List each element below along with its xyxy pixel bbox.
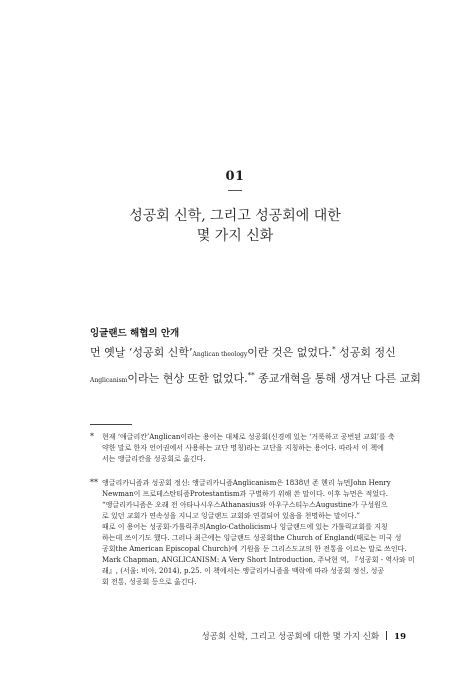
page-number: 19 (394, 632, 406, 642)
footnote-marker-1: * (90, 432, 94, 441)
footnote-2-line: 공회the American Episcopal Church)에 기원을 둔 그리스도교의 한 전통을 이르는 말로 쓰인다. (102, 545, 407, 553)
body-text: 종교개혁을 통해 생겨난 다른 교회 (254, 372, 421, 385)
body-line-1 (90, 344, 396, 360)
footnote-2-line: “앵글리카니즘은 오래 전 아타나시우스Athanasius와 아우구스티누스Augustine가 구성원으 (102, 501, 388, 509)
section-heading: 잉글랜드 해협의 안개 (90, 328, 180, 339)
footnote-2-line: 회 전통, 성공회 등으로 옮긴다. (102, 578, 197, 586)
chapter-title-line-1: 성공회 신학, 그리고 성공회에 대한 (129, 208, 341, 224)
body-text: 먼 옛날 ‘성공회 신학’ (90, 346, 193, 359)
footnote-2-line: Newman이 프로테스탄티즘Protestantism과 구별하기 위해 쓴 말이다. 이후 뉴먼은 적었다. (102, 490, 388, 498)
footnote-2-line: 앵글리카니즘과 성공회 정신: 앵글리카니즘Anglicanism은 1838년 존 헨리 뉴먼John Henry (102, 479, 391, 487)
footnote-2-line: 래』, (서울: 비아, 2014), p.25. 이 책에서는 앵글리카니즘을 맥락에 따라 성공회 정신, 성공 (102, 567, 385, 575)
footnote-ref-1[interactable]: * (332, 345, 336, 354)
body-text: 성공회 정신 (335, 346, 396, 359)
page-footer (90, 630, 406, 642)
footnote-2-line: Mark Chapman, ANGLICANISM: A Very Short Introduction, 주낙현 역, 『성공회 - 역사와 미 (102, 556, 415, 564)
footnote-1-line: 현재 ‘애글리칸’Anglican이라는 용어는 대체로 성공회(신경에 있는 ‘거룩하고 공번된 교회’를 축 (102, 433, 395, 441)
chapter-rule (228, 190, 242, 191)
footnote-2-line: 로 있던 교회가 연속성을 지니고 잉글랜드 교회와 연결되어 있음을 천명하는 말이다.” (102, 512, 360, 520)
body-line-2 (90, 370, 421, 386)
footnote-1-line: 서는 앵글리칸을 성공회로 옮긴다. (102, 455, 206, 463)
body-text: 이란 것은 없었다. (247, 346, 333, 359)
footnote-2-line: 하는데 쓰이기도 했다. 그러나 최근에는 잉글랜드 성공회the Church of England(때로는 미국 성 (102, 534, 402, 542)
chapter-title-line-2: 몇 가지 신화 (196, 228, 274, 244)
inline-english-term: Anglicanism (90, 377, 128, 384)
footnote-1-line: 약한 말로 한자 언어권에서 사용하는 교단 명칭)라는 교단을 지칭하는 용어다. 따라서 이 책에 (102, 444, 384, 452)
footnote-2-line: 때로 이 용어는 성공회-가톨릭주의Anglo-Catholicism나 잉글랜드에 있는 가톨릭교회를 지칭 (102, 523, 388, 531)
chapter-number: 01 (225, 169, 245, 184)
footer-separator (386, 631, 387, 640)
footnote-divider (90, 424, 132, 425)
footnote-marker-2: ** (90, 478, 98, 487)
footnote-ref-2[interactable]: ** (247, 371, 255, 380)
running-title: 성공회 신학, 그리고 성공회에 대한 몇 가지 신화 (201, 632, 380, 642)
body-text: 이라는 현상 또한 없었다. (127, 372, 248, 385)
inline-english-term: Anglican theology (192, 351, 248, 358)
